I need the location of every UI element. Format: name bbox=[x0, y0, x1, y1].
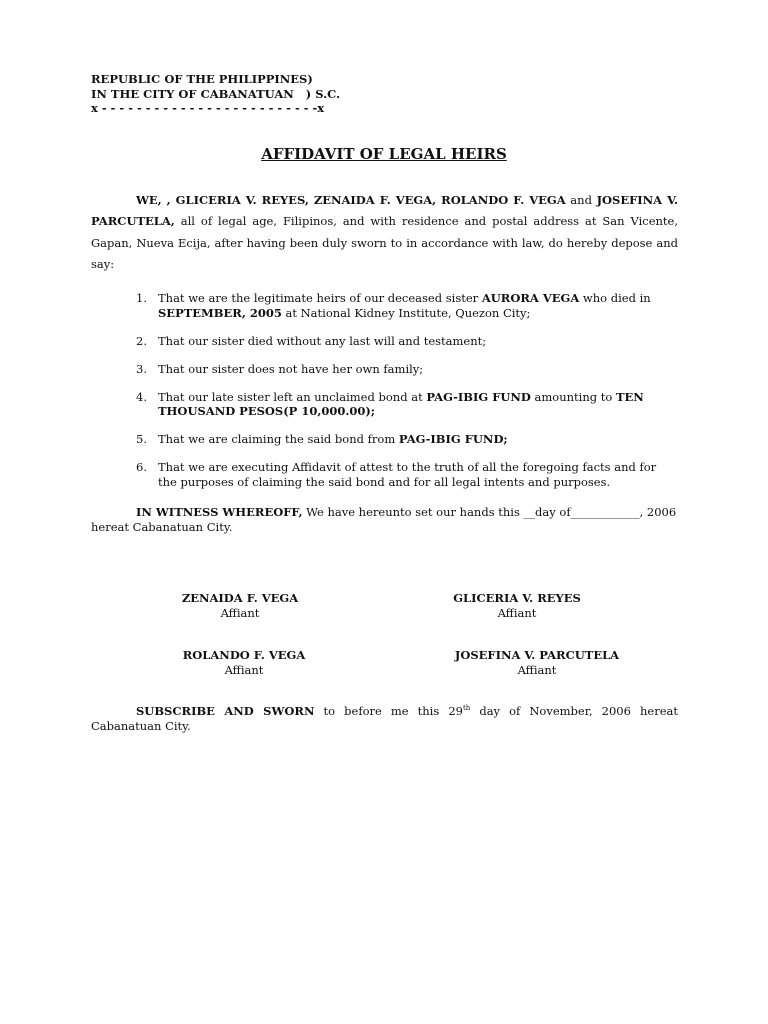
signatory-role: Affiant bbox=[497, 606, 537, 620]
jurat-paragraph bbox=[91, 704, 678, 734]
witness-paragraph bbox=[91, 505, 678, 535]
item-number: 3. bbox=[136, 361, 147, 376]
signatory-name: ROLANDO F. VEGA bbox=[182, 648, 306, 662]
jurat-lead: SUBSCRIBE AND SWORN bbox=[136, 704, 315, 718]
item-text: amounting to bbox=[530, 389, 616, 404]
intro-and: and bbox=[565, 193, 597, 207]
signatory-name: GLICERIA V. REYES bbox=[453, 591, 581, 605]
list-item bbox=[91, 432, 678, 447]
item-number: 4. bbox=[136, 389, 147, 404]
item-text: at National Kidney Institute, Quezon City; bbox=[281, 305, 531, 320]
item-number: 2. bbox=[136, 333, 147, 348]
item-bold: SEPTEMBER, 2005 bbox=[158, 305, 282, 320]
item-number: 5. bbox=[136, 432, 147, 446]
signature-block-josefina bbox=[437, 648, 637, 678]
caption-line-republic: REPUBLIC OF THE PHILIPPINES) bbox=[91, 72, 313, 86]
signatory-name: JOSEFINA V. PARCUTELA bbox=[454, 648, 620, 662]
statements-list bbox=[91, 291, 678, 503]
witness-lead: IN WITNESS WHEREOFF, bbox=[136, 505, 303, 519]
intro-paragraph bbox=[91, 190, 678, 275]
caption-line-city: IN THE CITY OF CABANATUAN ) S.C. bbox=[91, 86, 341, 101]
list-item bbox=[91, 334, 678, 349]
signature-block-rolando bbox=[144, 648, 344, 678]
signature-block-gliceria bbox=[417, 591, 617, 621]
signatory-role: Affiant bbox=[224, 663, 264, 677]
intro-rest: all of legal age, Filipinos, and with residence and postal address at San Vicente, Gapan, Nueva Ecija, after having been duly sworn to in accordance with law, do hereby depose and say: bbox=[91, 214, 678, 271]
item-text: That our sister does not have her own family; bbox=[158, 361, 424, 376]
intro-affiants: WE, , GLICERIA V. REYES, ZENAIDA F. VEGA, ROLANDO F. VEGA bbox=[136, 193, 566, 207]
item-text: That we are the legitimate heirs of our deceased sister bbox=[158, 291, 482, 305]
item-text: That our late sister left an unclaimed bond at bbox=[158, 389, 427, 404]
signatory-role: Affiant bbox=[517, 663, 557, 677]
item-text: who died in bbox=[579, 291, 651, 305]
list-item bbox=[91, 460, 678, 489]
jurat-text-end: day of November, 2006 hereat Cabanatuan City. bbox=[91, 704, 679, 733]
document-title: AFFIDAVIT OF LEGAL HEIRS bbox=[261, 145, 507, 163]
jurat-ordinal: th bbox=[462, 704, 471, 713]
signatory-role: Affiant bbox=[220, 606, 260, 620]
item-number: 1. bbox=[136, 291, 147, 305]
item-bold: AURORA VEGA bbox=[481, 291, 580, 305]
venue-caption bbox=[91, 72, 340, 116]
item-text: That we are executing Affidavit of attest to the truth of all the foregoing facts and for the purposes of claiming the said bond and for all legal intents and purposes. bbox=[158, 460, 657, 489]
item-bold: PAG-IBIG FUND; bbox=[398, 432, 508, 446]
list-item bbox=[91, 291, 678, 320]
item-text: That we are claiming the said bond from bbox=[158, 432, 399, 446]
signatory-name: ZENAIDA F. VEGA bbox=[181, 591, 299, 605]
intro-affiant-4: JOSEFINA V. PARCUTELA, bbox=[91, 193, 678, 229]
item-bold: TEN THOUSAND PESOS(P 10,000.00); bbox=[158, 389, 644, 418]
caption-line-separator: x - - - - - - - - - - - - - - - - - - - - - - - - -x bbox=[91, 101, 325, 115]
item-bold: PAG-IBIG FUND bbox=[426, 389, 531, 404]
signature-block-zenaida bbox=[140, 591, 340, 621]
jurat-text: to before me this 29 bbox=[314, 704, 463, 718]
item-number: 6. bbox=[136, 460, 147, 474]
witness-rest: We have hereunto set our hands this __day of____________, 2006 hereat Cabanatuan City. bbox=[91, 505, 677, 534]
list-item bbox=[91, 362, 678, 377]
item-text: That our sister died without any last will and testament; bbox=[158, 333, 487, 348]
list-item bbox=[91, 390, 678, 419]
